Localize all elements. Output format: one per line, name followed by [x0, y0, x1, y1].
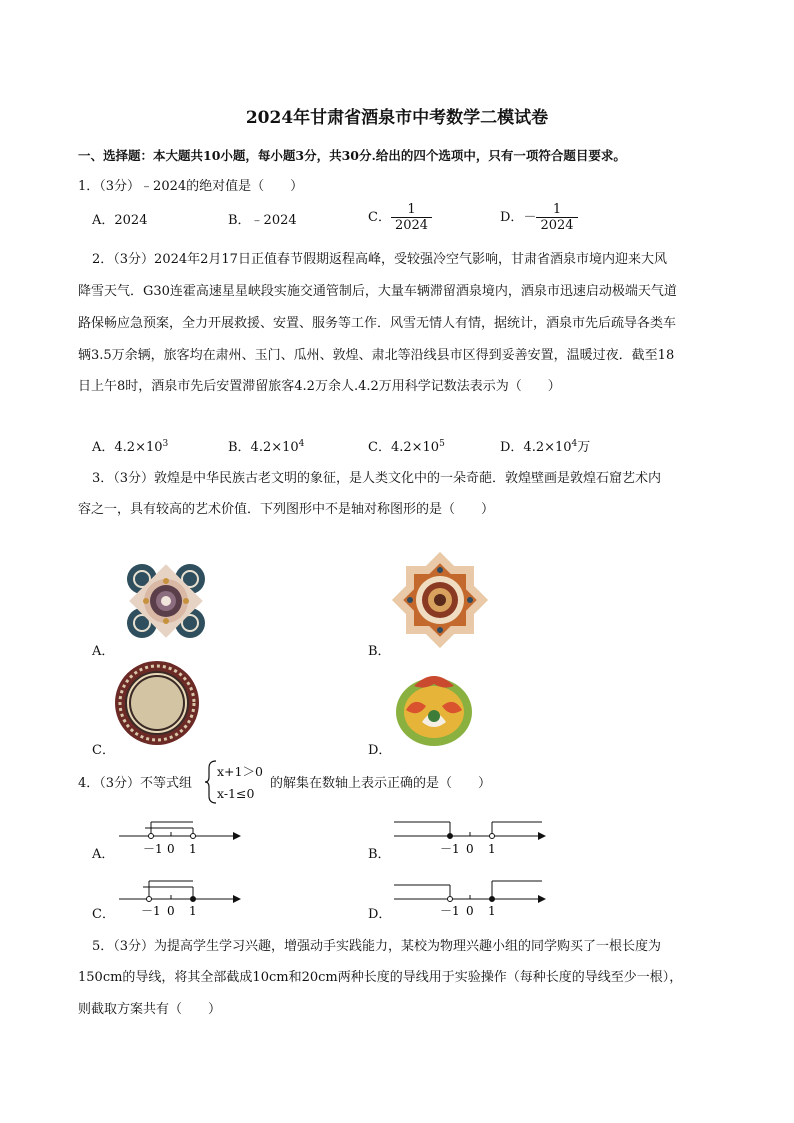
tick-label-neg1: －1	[440, 842, 460, 856]
q4-numberline-a	[115, 818, 245, 860]
system-brace	[204, 760, 218, 804]
q3-option-a-label: A．	[92, 644, 115, 659]
tick-label-neg1: －1	[143, 842, 163, 856]
q3-image-d	[392, 666, 476, 750]
q2-option-b	[228, 436, 304, 455]
section-heading: 一、选择题：本大题共10小题，每小题3分，共30分.给出的四个选项中，只有一项符合题目要求。	[78, 148, 626, 163]
q2-option-d	[500, 436, 590, 455]
q2-option-c	[368, 436, 445, 455]
q1-d-sign: －	[523, 210, 537, 225]
q4-option-a-label: A．	[92, 847, 115, 862]
question-4-suffix: 的解集在数轴上表示正确的是（ ）	[270, 776, 492, 791]
q4-numberline-d	[390, 877, 550, 919]
q2-a-base: A．4.2×10	[92, 440, 163, 455]
tick-label-0: 0	[466, 904, 474, 918]
q3-option-b-label: B．	[368, 644, 391, 659]
question-4-prefix: 4．（3分）不等式组	[78, 776, 193, 791]
tick-label-0: 0	[466, 842, 474, 856]
page-title: 2024年甘肃省酒泉市中考数学二模试卷	[245, 108, 549, 128]
q1-c-denominator: 2024	[394, 218, 429, 233]
tick-label-1: 1	[488, 904, 496, 918]
q1-d-denominator: 2024	[540, 218, 574, 233]
q2-a-exponent: 3	[162, 439, 169, 449]
q1-option-b: B．﹣2024	[228, 213, 297, 228]
tick-label-neg1: －1	[141, 904, 161, 918]
question-1-stem: 1．（3分）﹣2024的绝对值是（ ）	[78, 179, 304, 194]
question-2-line3: 路保畅应急预案，全力开展救援、安置、服务等工作．风雪无情人有情，据统计，酒泉市先后疏导各类车	[78, 316, 677, 331]
question-3-line1: 3．（3分）敦煌是中华民族古老文明的象征，是人类文化中的一朵奇葩．敦煌壁画是敦煌石窟艺术内	[92, 471, 662, 486]
q1-option-c-label: C．	[368, 210, 391, 225]
q2-d-base: D．4.2×10	[500, 440, 572, 455]
tick-label-neg1: －1	[440, 904, 460, 918]
q4-option-d-label: D．	[368, 907, 392, 922]
q3-option-d-label: D．	[368, 743, 392, 758]
tick-label-0: 0	[167, 842, 175, 856]
q1-option-d-fraction	[536, 202, 577, 233]
q2-d-unit: 万	[577, 440, 591, 455]
question-5-line2: 150cm的导线，将其全部截成10cm和20cm两种长度的导线用于实验操作（每种长度的导线至少一根），	[78, 970, 683, 985]
q1-c-numerator: 1	[391, 202, 432, 218]
q2-d-exponent: 4	[571, 439, 578, 449]
q1-option-c-fraction	[391, 202, 432, 233]
q2-c-exponent: 5	[439, 439, 445, 449]
inequality-2: x-1≤0	[217, 786, 255, 801]
question-2-line4: 辆3.5万余辆，旅客均在肃州、玉门、瓜州、敦煌、肃北等沿线县市区得到妥善安置，温暖过夜．截至18	[78, 348, 675, 363]
q1-option-c	[368, 202, 432, 233]
question-2-line1: 2．（3分）2024年2月17日正值春节假期返程高峰，受较强冷空气影响，甘肃省酒泉市境内迎来大风	[92, 252, 667, 267]
q3-image-a	[118, 555, 214, 647]
tick-label-1: 1	[488, 842, 496, 856]
inequality-1: x+1＞0	[217, 764, 263, 779]
tick-label-1: 1	[189, 904, 197, 918]
q1-option-d-label: D．	[500, 210, 524, 225]
q2-b-base: B．4.2×10	[228, 440, 299, 455]
q4-option-c-label: C．	[92, 907, 115, 922]
q2-option-a	[92, 436, 168, 455]
q3-option-c-label: C．	[92, 743, 115, 758]
q3-image-b	[390, 550, 490, 650]
q4-option-b-label: B．	[368, 847, 391, 862]
question-3-line2: 容之一，具有较高的艺术价值．下列图形中不是轴对称图形的是（ ）	[78, 502, 495, 517]
q1-option-d	[500, 202, 578, 233]
question-2-line5: 日上午8时，酒泉市先后安置滞留旅客4.2万余人.4.2万用科学记数法表示为（ ）	[78, 379, 561, 394]
q2-b-exponent: 4	[298, 439, 305, 449]
q3-image-c	[114, 660, 200, 746]
tick-label-1: 1	[189, 842, 197, 856]
tick-label-0: 0	[167, 904, 175, 918]
q2-c-base: C．4.2×10	[368, 440, 440, 455]
q4-numberline-c	[115, 877, 245, 919]
q4-numberline-b	[390, 818, 550, 860]
question-2-line2: 降雪天气．G30连霍高速星星峡段实施交通管制后，大量车辆滞留酒泉境内，酒泉市迅速启动极端天气道	[78, 284, 677, 299]
q1-d-numerator: 1	[536, 202, 577, 218]
q1-option-a: A．2024	[92, 213, 148, 228]
question-5-line3: 则截取方案共有（ ）	[78, 1002, 222, 1017]
question-5-line1: 5．（3分）为提高学生学习兴趣，增强动手实践能力，某校为物理兴趣小组的同学购买了一根长度为	[92, 939, 662, 954]
